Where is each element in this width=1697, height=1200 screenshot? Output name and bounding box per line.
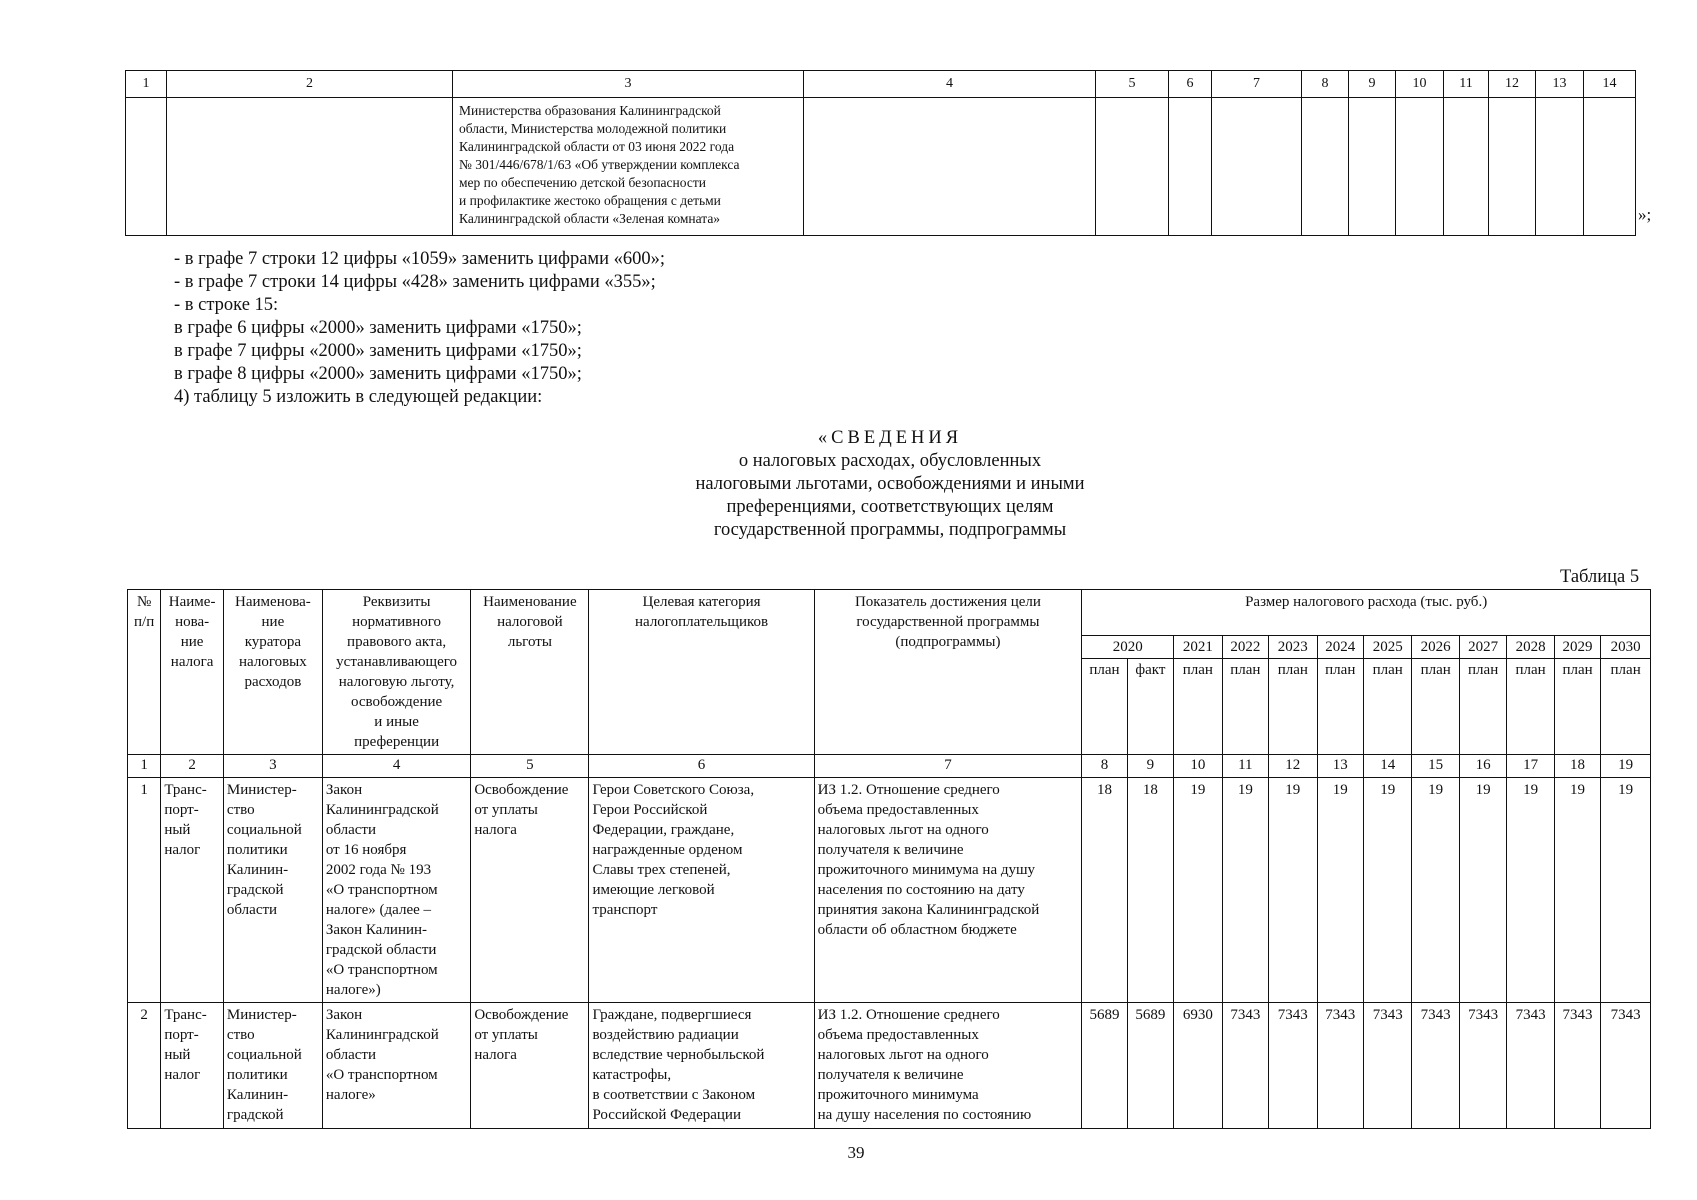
- plan-header: план: [1459, 659, 1506, 755]
- col-header: 14: [1584, 71, 1636, 98]
- document-title: [570, 427, 1210, 542]
- instruction-line: - в графе 7 строки 12 цифры «1059» заменить цифрами «600»;: [174, 249, 666, 269]
- row-value: 6930: [1174, 1003, 1222, 1129]
- row-value: 7343: [1222, 1003, 1268, 1129]
- table-cell: [1349, 98, 1396, 236]
- header-target: Целевая категория налогоплательщиков: [589, 590, 814, 755]
- table-row: [128, 778, 1651, 1003]
- row-value: 19: [1174, 778, 1222, 1003]
- table-cell: [1212, 98, 1302, 236]
- col-header: 9: [1349, 71, 1396, 98]
- column-number: 5: [471, 755, 589, 778]
- table-label: Таблица 5: [1560, 567, 1640, 587]
- row-curator: Министер- ство социальной политики Калинин- градской: [223, 1003, 322, 1129]
- row-indicator: ИЗ 1.2. Отношение среднего объема предоставленных налоговых льгот на одного получателя к величине прожиточного минимума на душу населения по состоянию: [814, 1003, 1082, 1129]
- year-header: 2029: [1554, 636, 1600, 659]
- year-header: 2020: [1082, 636, 1174, 659]
- header-requisites: Реквизиты нормативного правового акта, устанавливающего налоговую льготу, освобождение и иные преференции: [322, 590, 470, 755]
- row-target: Герои Советского Союза, Герои Российской Федерации, граждане, награжденные орденом Славы трех степеней, имеющие легковой транспорт: [589, 778, 814, 1003]
- row-value: 18: [1082, 778, 1127, 1003]
- plan-header: план: [1554, 659, 1600, 755]
- title-line: государственной программы, подпрограммы: [713, 520, 1067, 540]
- continuation-header-row: [126, 71, 1636, 98]
- plan-header: план: [1601, 659, 1651, 755]
- table-cell: [1584, 98, 1636, 236]
- row-value: 19: [1317, 778, 1363, 1003]
- column-number: 11: [1222, 755, 1268, 778]
- fact-header: факт: [1127, 659, 1173, 755]
- row-value: 7343: [1507, 1003, 1554, 1129]
- title-line: налоговыми льготами, освобождениями и иными: [695, 474, 1085, 494]
- column-number: 14: [1363, 755, 1411, 778]
- row-benefit: Освобождение от уплаты налога: [471, 778, 589, 1003]
- row-value: 19: [1554, 778, 1600, 1003]
- row-value: 7343: [1363, 1003, 1411, 1129]
- col-header: 13: [1536, 71, 1584, 98]
- column-number: 12: [1269, 755, 1317, 778]
- column-number: 6: [589, 755, 814, 778]
- column-number: 13: [1317, 755, 1363, 778]
- table-cell: [1169, 98, 1212, 236]
- row-value: 19: [1412, 778, 1459, 1003]
- table-cell: [804, 98, 1096, 236]
- instruction-line: в графе 7 цифры «2000» заменить цифрами «1750»;: [174, 341, 582, 361]
- row-value: 19: [1601, 778, 1651, 1003]
- continuation-row: [126, 98, 1636, 236]
- plan-header: план: [1412, 659, 1459, 755]
- title-line: о налоговых расходах, обусловленных: [738, 451, 1042, 471]
- year-header: 2021: [1174, 636, 1222, 659]
- column-number: 8: [1082, 755, 1127, 778]
- header-tax-name: Наиме- нова- ние налога: [161, 590, 224, 755]
- amendment-instructions: [174, 248, 1074, 409]
- header-indicator: Показатель достижения цели государственной программы (подпрограммы): [814, 590, 1082, 755]
- col-header: 11: [1444, 71, 1489, 98]
- column-number: 16: [1459, 755, 1506, 778]
- row-curator: Министер- ство социальной политики Калинин- градской области: [223, 778, 322, 1003]
- table-row: [128, 1003, 1651, 1129]
- row-requisites: Закон Калининградской области от 16 ноября 2002 года № 193 «О транспортном налоге» (далее – Закон Калинин- градской области «О транспортном налоге»): [322, 778, 470, 1003]
- title-main: «СВЕДЕНИЯ: [817, 428, 963, 448]
- header-row-1: [128, 590, 1651, 636]
- row-value: 19: [1222, 778, 1268, 1003]
- page-number: 39: [847, 1143, 865, 1162]
- plan-header: план: [1269, 659, 1317, 755]
- year-header: 2024: [1317, 636, 1363, 659]
- col-header: 8: [1302, 71, 1349, 98]
- column-number: 4: [322, 755, 470, 778]
- column-number: 9: [1127, 755, 1173, 778]
- row-value: 18: [1127, 778, 1173, 1003]
- title-line: преференциями, соответствующих целям: [726, 497, 1054, 517]
- column-number: 17: [1507, 755, 1554, 778]
- instruction-line: в графе 6 цифры «2000» заменить цифрами «1750»;: [174, 318, 582, 338]
- table-cell: [1444, 98, 1489, 236]
- column-number: 1: [128, 755, 161, 778]
- column-number: 19: [1601, 755, 1651, 778]
- table-cell: [1302, 98, 1349, 236]
- row-num: 1: [128, 778, 161, 1003]
- header-curator: Наименова- ние куратора налоговых расходов: [223, 590, 322, 755]
- table-cell: [167, 98, 453, 236]
- row-value: 19: [1363, 778, 1411, 1003]
- row-tax: Транс- порт- ный налог: [161, 778, 224, 1003]
- col-header: 5: [1096, 71, 1169, 98]
- col-header: 12: [1489, 71, 1536, 98]
- table-cell: [1396, 98, 1444, 236]
- column-number: 15: [1412, 755, 1459, 778]
- column-number: 7: [814, 755, 1082, 778]
- plan-header: план: [1082, 659, 1127, 755]
- row-value: 19: [1269, 778, 1317, 1003]
- instruction-line: в графе 8 цифры «2000» заменить цифрами «1750»;: [174, 364, 582, 384]
- plan-header: план: [1222, 659, 1268, 755]
- table-cell: [1096, 98, 1169, 236]
- instruction-line: 4) таблицу 5 изложить в следующей редакции:: [174, 387, 543, 407]
- column-number: 10: [1174, 755, 1222, 778]
- col-header: 7: [1212, 71, 1302, 98]
- column-number: 3: [223, 755, 322, 778]
- tax-expenses-table: [127, 589, 1651, 1129]
- row-value: 5689: [1082, 1003, 1127, 1129]
- column-number: 18: [1554, 755, 1600, 778]
- header-benefit: Наименование налоговой льготы: [471, 590, 589, 755]
- plan-header: план: [1174, 659, 1222, 755]
- table-cell: [126, 98, 167, 236]
- table-cell: [1536, 98, 1584, 236]
- plan-header: план: [1317, 659, 1363, 755]
- row-indicator: ИЗ 1.2. Отношение среднего объема предоставленных налоговых льгот на одного получателя к величине прожиточного минимума на душу населения по состоянию на дату принятия закона Калининградской области об областном бюджете: [814, 778, 1082, 1003]
- row-value: 7343: [1412, 1003, 1459, 1129]
- row-value: 7343: [1459, 1003, 1506, 1129]
- row-num: 2: [128, 1003, 161, 1129]
- row-tax: Транс- порт- ный налог: [161, 1003, 224, 1129]
- row-value: 7343: [1554, 1003, 1600, 1129]
- row-value: 7343: [1269, 1003, 1317, 1129]
- column-numbers-row: [128, 755, 1651, 778]
- year-header: 2026: [1412, 636, 1459, 659]
- row-value: 5689: [1127, 1003, 1173, 1129]
- year-header: 2025: [1363, 636, 1411, 659]
- year-header: 2028: [1507, 636, 1554, 659]
- plan-header: план: [1363, 659, 1411, 755]
- row-value: 19: [1459, 778, 1506, 1003]
- column-number: 2: [161, 755, 224, 778]
- decree-text-cell: Министерства образования Калининградской области, Министерства молодежной политики Калининградской области от 03 июня 2022 года № 301/446/678/1/63 «Об утверждении комплекса мер по обеспечению детской безопасности и профилактике жестоко обращения с детьми Калининградской области «Зеленая комната»: [453, 98, 804, 236]
- year-header: 2023: [1269, 636, 1317, 659]
- year-header: 2027: [1459, 636, 1506, 659]
- col-header: 6: [1169, 71, 1212, 98]
- table-cell: [1489, 98, 1536, 236]
- row-requisites: Закон Калининградской области «О транспортном налоге»: [322, 1003, 470, 1129]
- year-header: 2030: [1601, 636, 1651, 659]
- continuation-table: [125, 70, 1636, 236]
- header-size: Размер налогового расхода (тыс. руб.): [1082, 590, 1651, 636]
- year-header: 2022: [1222, 636, 1268, 659]
- col-header: 4: [804, 71, 1096, 98]
- instruction-line: - в графе 7 строки 14 цифры «428» заменить цифрами «355»;: [174, 272, 656, 292]
- plan-header: план: [1507, 659, 1554, 755]
- col-header: 2: [167, 71, 453, 98]
- row-value: 7343: [1317, 1003, 1363, 1129]
- col-header: 1: [126, 71, 167, 98]
- closing-quote-mark: »;: [1638, 205, 1652, 224]
- row-target: Граждане, подвергшиеся воздействию радиации вследствие чернобыльской катастрофы, в соответствии с Законом Российской Федерации: [589, 1003, 814, 1129]
- col-header: 10: [1396, 71, 1444, 98]
- instruction-line: - в строке 15:: [174, 295, 279, 315]
- row-value: 19: [1507, 778, 1554, 1003]
- row-benefit: Освобождение от уплаты налога: [471, 1003, 589, 1129]
- header-num: № п/п: [128, 590, 161, 755]
- col-header: 3: [453, 71, 804, 98]
- row-value: 7343: [1601, 1003, 1651, 1129]
